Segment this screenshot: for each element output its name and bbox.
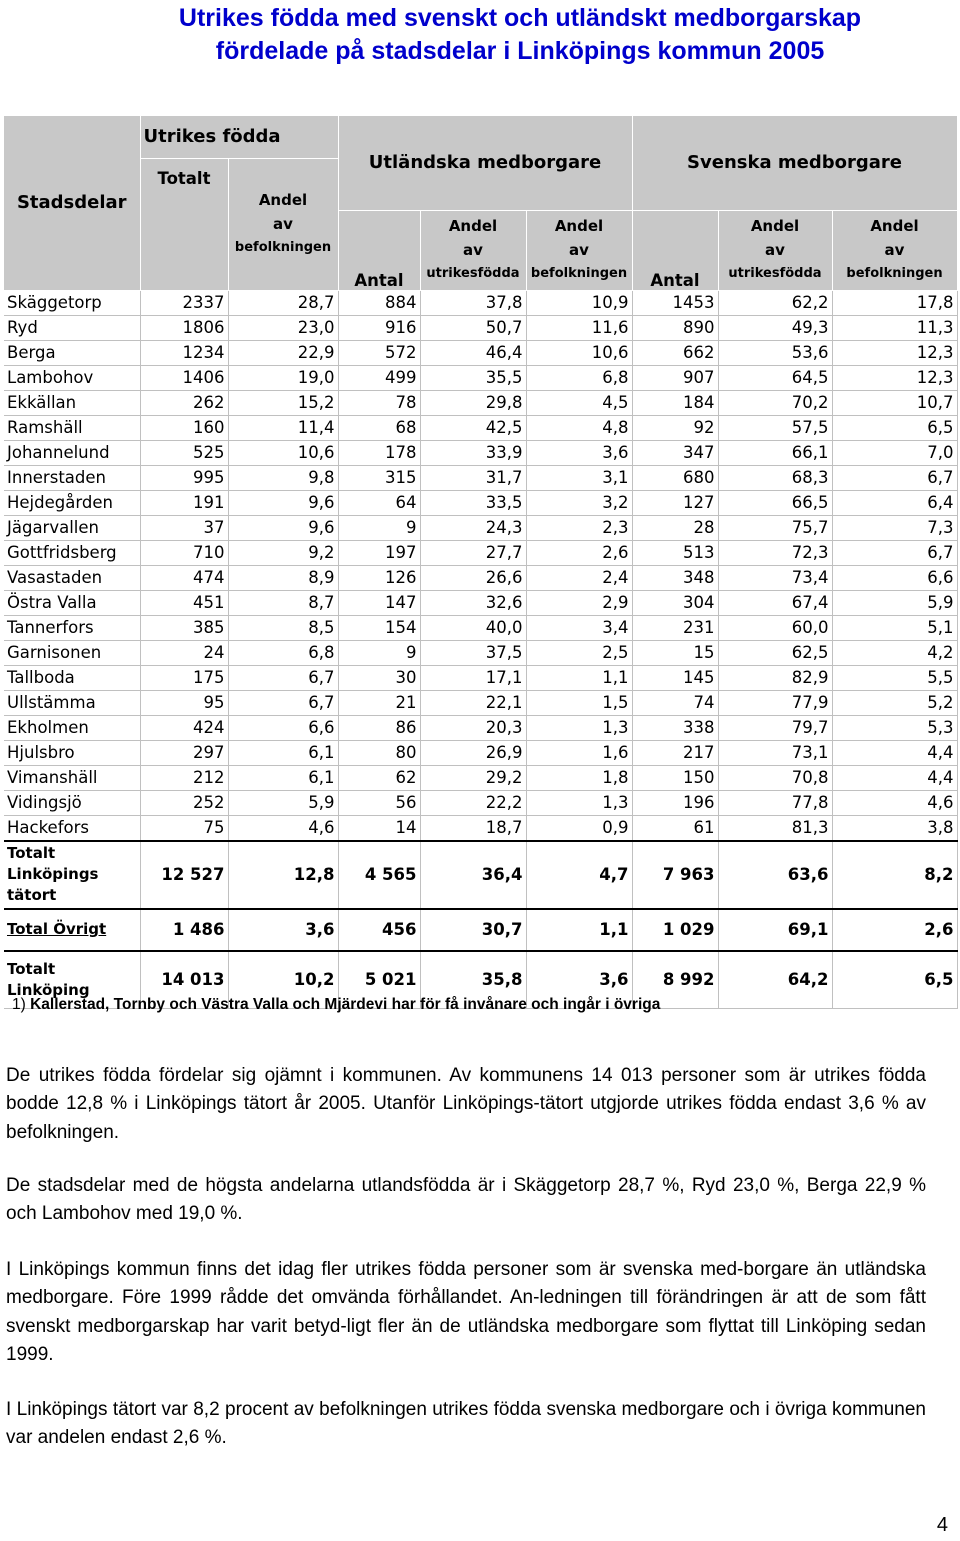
value-cell: 74 [632, 690, 718, 715]
value-cell: 57,5 [718, 415, 832, 440]
value-cell: 890 [632, 315, 718, 340]
value-cell: 62 [338, 765, 420, 790]
value-cell: 20,3 [420, 715, 526, 740]
paragraph-4: I Linköpings tätort var 8,2 procent av befolkningen utrikes födda svenska medborgare och i övriga kommunen var andelen endast 2,6 %. [6, 1399, 926, 1449]
district-name-cell: Tannerfors [4, 615, 140, 640]
total-value-cell: 456 [338, 909, 420, 951]
header-totalt: Totalt [140, 158, 228, 290]
value-cell: 79,7 [718, 715, 832, 740]
value-cell: 26,9 [420, 740, 526, 765]
value-cell: 4,8 [526, 415, 632, 440]
value-cell: 68 [338, 415, 420, 440]
value-cell: 1,1 [526, 665, 632, 690]
total-label-cell [4, 909, 140, 951]
value-cell: 8,7 [228, 590, 338, 615]
title-line-1: Utrikes födda med svenskt och utländskt medborgarskap [178, 4, 862, 32]
table-row [4, 765, 957, 790]
value-cell: 70,2 [718, 390, 832, 415]
value-cell: 338 [632, 715, 718, 740]
value-cell: 23,0 [228, 315, 338, 340]
value-cell: 77,8 [718, 790, 832, 815]
page-number: 4 [936, 1514, 948, 1536]
total-label-cell [4, 841, 140, 909]
value-cell: 53,6 [718, 340, 832, 365]
district-name-cell: Vimanshäll [4, 765, 140, 790]
district-name-cell: Ullstämma [4, 690, 140, 715]
value-cell: 6,7 [228, 690, 338, 715]
value-cell: 1,8 [526, 765, 632, 790]
value-cell: 680 [632, 465, 718, 490]
table-row [4, 565, 957, 590]
table-row [4, 665, 957, 690]
total-value-cell: 7 963 [632, 841, 718, 909]
value-cell: 4,2 [832, 640, 957, 665]
value-cell: 6,6 [832, 565, 957, 590]
value-cell: 6,1 [228, 740, 338, 765]
value-cell: 1,3 [526, 715, 632, 740]
district-name-cell: Östra Valla [4, 590, 140, 615]
table-row [4, 540, 957, 565]
district-name-cell: Berga [4, 340, 140, 365]
value-cell: 6,8 [526, 365, 632, 390]
header-av-label: av [273, 215, 293, 233]
value-cell: 884 [338, 290, 420, 315]
total-value-cell: 4 565 [338, 841, 420, 909]
value-cell: 10,7 [832, 390, 957, 415]
header-sv-antal: Antal [632, 210, 718, 290]
total-value-cell: 4,7 [526, 841, 632, 909]
district-name-cell: Skäggetorp [4, 290, 140, 315]
value-cell: 7,0 [832, 440, 957, 465]
value-cell: 1234 [140, 340, 228, 365]
table-row [4, 790, 957, 815]
footnote [12, 996, 660, 1014]
value-cell: 1453 [632, 290, 718, 315]
table-row [4, 490, 957, 515]
header-utl-andel-utrikesfodda [420, 210, 526, 290]
value-cell: 14 [338, 815, 420, 841]
header-andel-label: Andel [870, 217, 919, 235]
value-cell: 3,1 [526, 465, 632, 490]
value-cell: 4,5 [526, 390, 632, 415]
total-label-line: Linköpings [7, 865, 99, 883]
value-cell: 6,8 [228, 640, 338, 665]
district-name-cell: Tallboda [4, 665, 140, 690]
total-value-cell: 1 486 [140, 909, 228, 951]
table-row [4, 515, 957, 540]
value-cell: 474 [140, 565, 228, 590]
table-row [4, 440, 957, 465]
table-row [4, 290, 957, 315]
value-cell: 572 [338, 340, 420, 365]
value-cell: 40,0 [420, 615, 526, 640]
value-cell: 10,6 [526, 340, 632, 365]
table-body [4, 290, 957, 841]
table-row [4, 740, 957, 765]
value-cell: 8,9 [228, 565, 338, 590]
total-value-cell: 1 029 [632, 909, 718, 951]
table-row [4, 415, 957, 440]
value-cell: 2,5 [526, 640, 632, 665]
total-value-cell: 35,8 [420, 951, 526, 1009]
total-value-cell: 63,6 [718, 841, 832, 909]
district-name-cell: Hejdegården [4, 490, 140, 515]
value-cell: 18,7 [420, 815, 526, 841]
value-cell: 32,6 [420, 590, 526, 615]
value-cell: 6,7 [228, 665, 338, 690]
value-cell: 178 [338, 440, 420, 465]
value-cell: 499 [338, 365, 420, 390]
value-cell: 6,1 [228, 765, 338, 790]
table-row [4, 615, 957, 640]
value-cell: 231 [632, 615, 718, 640]
district-name-cell: Gottfridsberg [4, 540, 140, 565]
value-cell: 61 [632, 815, 718, 841]
total-value-cell: 6,5 [832, 951, 957, 1009]
value-cell: 217 [632, 740, 718, 765]
value-cell: 19,0 [228, 365, 338, 390]
total-label-line: Totalt [7, 959, 56, 978]
value-cell: 15 [632, 640, 718, 665]
value-cell: 21 [338, 690, 420, 715]
value-cell: 1406 [140, 365, 228, 390]
value-cell: 64 [338, 490, 420, 515]
value-cell: 50,7 [420, 315, 526, 340]
header-av-label: av [765, 241, 785, 259]
paragraph-1: De utrikes födda fördelar sig ojämnt i kommunen. Av kommunens 14 013 personer som är utrikes födda bodde 12,8 % i Linköpings tätort år 2005. Utanför Linköpings-tätort utgjorde utrikes födda endast 3,6 % av befolkningen. [6, 1065, 926, 1143]
value-cell: 92 [632, 415, 718, 440]
district-name-cell: Ekkällan [4, 390, 140, 415]
value-cell: 710 [140, 540, 228, 565]
total-row [4, 909, 957, 951]
header-utrikes-fodda: Utrikes födda [140, 116, 338, 158]
header-stadsdelar: Stadsdelar [4, 116, 140, 290]
value-cell: 37,5 [420, 640, 526, 665]
value-cell: 196 [632, 790, 718, 815]
table-row [4, 365, 957, 390]
table-row [4, 465, 957, 490]
value-cell: 29,8 [420, 390, 526, 415]
value-cell: 451 [140, 590, 228, 615]
header-utl-andel-befolkningen [526, 210, 632, 290]
district-name-cell: Johannelund [4, 440, 140, 465]
value-cell: 5,5 [832, 665, 957, 690]
value-cell: 347 [632, 440, 718, 465]
value-cell: 513 [632, 540, 718, 565]
value-cell: 33,5 [420, 490, 526, 515]
paragraph-2: De stadsdelar med de högsta andelarna utlandsfödda är i Skäggetorp 28,7 %, Ryd 23,0 %, Berga 22,9 % och Lambohov med 19,0 %. [6, 1175, 926, 1225]
district-name-cell: Innerstaden [4, 465, 140, 490]
table-totals [4, 841, 957, 1009]
value-cell: 17,1 [420, 665, 526, 690]
total-value-cell: 64,2 [718, 951, 832, 1009]
value-cell: 1,3 [526, 790, 632, 815]
value-cell: 3,6 [526, 440, 632, 465]
value-cell: 175 [140, 665, 228, 690]
table-row [4, 590, 957, 615]
value-cell: 2,9 [526, 590, 632, 615]
header-andel-label: Andel [554, 217, 604, 235]
table-row [4, 715, 957, 740]
footnote-marker: 1) [12, 996, 26, 1013]
value-cell: 28,7 [228, 290, 338, 315]
value-cell: 9,2 [228, 540, 338, 565]
value-cell: 56 [338, 790, 420, 815]
value-cell: 77,9 [718, 690, 832, 715]
total-value-cell: 30,7 [420, 909, 526, 951]
value-cell: 907 [632, 365, 718, 390]
total-value-cell: 12 527 [140, 841, 228, 909]
header-utrikesfodda-label: utrikesfödda [728, 266, 822, 281]
district-name-cell: Ekholmen [4, 715, 140, 740]
value-cell: 33,9 [420, 440, 526, 465]
value-cell: 12,3 [832, 340, 957, 365]
value-cell: 297 [140, 740, 228, 765]
value-cell: 916 [338, 315, 420, 340]
value-cell: 2337 [140, 290, 228, 315]
value-cell: 5,3 [832, 715, 957, 740]
value-cell: 78 [338, 390, 420, 415]
value-cell: 1,6 [526, 740, 632, 765]
value-cell: 81,3 [718, 815, 832, 841]
value-cell: 5,1 [832, 615, 957, 640]
value-cell: 70,8 [718, 765, 832, 790]
value-cell: 86 [338, 715, 420, 740]
value-cell: 10,6 [228, 440, 338, 465]
header-utl-antal: Antal [338, 210, 420, 290]
value-cell: 30 [338, 665, 420, 690]
header-befolkningen-label: befolkningen [530, 266, 628, 281]
value-cell: 160 [140, 415, 228, 440]
table-row [4, 690, 957, 715]
total-value-cell: 8,2 [832, 841, 957, 909]
value-cell: 262 [140, 390, 228, 415]
value-cell: 42,5 [420, 415, 526, 440]
total-value-cell: 3,6 [526, 951, 632, 1009]
district-name-cell: Lambohov [4, 365, 140, 390]
value-cell: 304 [632, 590, 718, 615]
value-cell: 68,3 [718, 465, 832, 490]
value-cell: 4,6 [228, 815, 338, 841]
value-cell: 62,5 [718, 640, 832, 665]
district-name-cell: Garnisonen [4, 640, 140, 665]
header-andel-label: Andel [448, 217, 498, 235]
value-cell: 11,6 [526, 315, 632, 340]
district-name-cell: Hjulsbro [4, 740, 140, 765]
value-cell: 0,9 [526, 815, 632, 841]
value-cell: 6,7 [832, 540, 957, 565]
total-value-cell: 36,4 [420, 841, 526, 909]
value-cell: 29,2 [420, 765, 526, 790]
value-cell: 3,8 [832, 815, 957, 841]
value-cell: 424 [140, 715, 228, 740]
header-av-label: av [463, 241, 483, 259]
title-line-2: fördelade på stadsdelar i Linköpings kommun 2005 [215, 37, 825, 65]
value-cell: 22,9 [228, 340, 338, 365]
value-cell: 126 [338, 565, 420, 590]
header-sv-andel-utrikesfodda [718, 210, 832, 290]
header-sv-andel-befolkningen [832, 210, 957, 290]
value-cell: 6,6 [228, 715, 338, 740]
value-cell: 127 [632, 490, 718, 515]
value-cell: 27,7 [420, 540, 526, 565]
district-name-cell: Vasastaden [4, 565, 140, 590]
value-cell: 6,7 [832, 465, 957, 490]
value-cell: 150 [632, 765, 718, 790]
document-title [90, 2, 950, 68]
value-cell: 9 [338, 515, 420, 540]
value-cell: 154 [338, 615, 420, 640]
value-cell: 2,3 [526, 515, 632, 540]
value-cell: 995 [140, 465, 228, 490]
value-cell: 8,5 [228, 615, 338, 640]
value-cell: 66,5 [718, 490, 832, 515]
value-cell: 7,3 [832, 515, 957, 540]
value-cell: 22,1 [420, 690, 526, 715]
value-cell: 75,7 [718, 515, 832, 540]
value-cell: 4,6 [832, 790, 957, 815]
value-cell: 1,5 [526, 690, 632, 715]
table-row [4, 815, 957, 841]
header-utrikesfodda-label: utrikesfödda [426, 266, 520, 281]
district-name-cell: Ramshäll [4, 415, 140, 440]
value-cell: 46,4 [420, 340, 526, 365]
value-cell: 9,8 [228, 465, 338, 490]
value-cell: 35,5 [420, 365, 526, 390]
value-cell: 37,8 [420, 290, 526, 315]
value-cell: 60,0 [718, 615, 832, 640]
value-cell: 31,7 [420, 465, 526, 490]
table-row [4, 640, 957, 665]
district-name-cell: Hackefors [4, 815, 140, 841]
value-cell: 66,1 [718, 440, 832, 465]
value-cell: 95 [140, 690, 228, 715]
header-utlandska-medborgare: Utländska medborgare [338, 116, 632, 210]
value-cell: 80 [338, 740, 420, 765]
paragraph-3: I Linköpings kommun finns det idag fler utrikes födda personer som är svenska med-borgare än utländska medborgare. Före 1999 rådde det omvända förhållandet. An-ledningen till förändringen är att de som fått svenskt medborgarskap har varit betyd-ligt fler än de utländska medborgare som flyttat till Linköping sedan 1999. [6, 1259, 926, 1366]
total-value-cell: 10,2 [228, 951, 338, 1009]
header-svenska-medborgare: Svenska medborgare [632, 116, 957, 210]
value-cell: 315 [338, 465, 420, 490]
value-cell: 9 [338, 640, 420, 665]
table-row [4, 390, 957, 415]
total-value-cell: 3,6 [228, 909, 338, 951]
value-cell: 2,6 [526, 540, 632, 565]
total-label-line: Total Övrigt [7, 920, 107, 938]
header-andel-label: Andel [750, 217, 800, 235]
value-cell: 67,4 [718, 590, 832, 615]
value-cell: 15,2 [228, 390, 338, 415]
value-cell: 525 [140, 440, 228, 465]
value-cell: 212 [140, 765, 228, 790]
value-cell: 1806 [140, 315, 228, 340]
value-cell: 24,3 [420, 515, 526, 540]
value-cell: 147 [338, 590, 420, 615]
value-cell: 9,6 [228, 515, 338, 540]
value-cell: 82,9 [718, 665, 832, 690]
value-cell: 6,4 [832, 490, 957, 515]
value-cell: 3,2 [526, 490, 632, 515]
value-cell: 73,1 [718, 740, 832, 765]
value-cell: 197 [338, 540, 420, 565]
value-cell: 24 [140, 640, 228, 665]
value-cell: 37 [140, 515, 228, 540]
district-name-cell: Jägarvallen [4, 515, 140, 540]
value-cell: 9,6 [228, 490, 338, 515]
header-av-label: av [884, 241, 905, 259]
total-value-cell: 69,1 [718, 909, 832, 951]
table-row [4, 315, 957, 340]
value-cell: 12,3 [832, 365, 957, 390]
value-cell: 49,3 [718, 315, 832, 340]
header-befolkningen-label: befolkningen [846, 266, 943, 281]
header-av-label: av [569, 241, 589, 259]
total-value-cell: 8 992 [632, 951, 718, 1009]
value-cell: 4,4 [832, 740, 957, 765]
value-cell: 348 [632, 565, 718, 590]
district-name-cell: Ryd [4, 315, 140, 340]
table-row [4, 340, 957, 365]
value-cell: 26,6 [420, 565, 526, 590]
value-cell: 10,9 [526, 290, 632, 315]
value-cell: 22,2 [420, 790, 526, 815]
total-value-cell: 14 013 [140, 951, 228, 1009]
value-cell: 6,5 [832, 415, 957, 440]
value-cell: 2,4 [526, 565, 632, 590]
total-value-cell: 2,6 [832, 909, 957, 951]
value-cell: 17,8 [832, 290, 957, 315]
value-cell: 3,4 [526, 615, 632, 640]
total-label-line: Totalt [7, 844, 56, 862]
total-value-cell: 12,8 [228, 841, 338, 909]
value-cell: 28 [632, 515, 718, 540]
total-value-cell: 1,1 [526, 909, 632, 951]
value-cell: 4,4 [832, 765, 957, 790]
value-cell: 64,5 [718, 365, 832, 390]
district-name-cell: Vidingsjö [4, 790, 140, 815]
total-value-cell: 5 021 [338, 951, 420, 1009]
value-cell: 75 [140, 815, 228, 841]
total-row [4, 841, 957, 909]
value-cell: 145 [632, 665, 718, 690]
value-cell: 72,3 [718, 540, 832, 565]
header-andel-befolkningen [228, 158, 338, 290]
header-andel-label: Andel [258, 191, 308, 209]
value-cell: 385 [140, 615, 228, 640]
value-cell: 62,2 [718, 290, 832, 315]
value-cell: 11,4 [228, 415, 338, 440]
value-cell: 252 [140, 790, 228, 815]
value-cell: 11,3 [832, 315, 957, 340]
total-label-line: tätort [7, 886, 57, 904]
value-cell: 5,2 [832, 690, 957, 715]
total-label-line: Linköping [7, 980, 90, 999]
value-cell: 73,4 [718, 565, 832, 590]
value-cell: 184 [632, 390, 718, 415]
value-cell: 191 [140, 490, 228, 515]
value-cell: 5,9 [228, 790, 338, 815]
value-cell: 662 [632, 340, 718, 365]
statistics-table [4, 116, 958, 1009]
footnote-text: Kallerstad, Tornby och Västra Valla och Mjärdevi har för få invånare och ingår i övriga [30, 996, 661, 1013]
header-befolkningen-label: befolkningen [234, 240, 332, 255]
value-cell: 5,9 [832, 590, 957, 615]
